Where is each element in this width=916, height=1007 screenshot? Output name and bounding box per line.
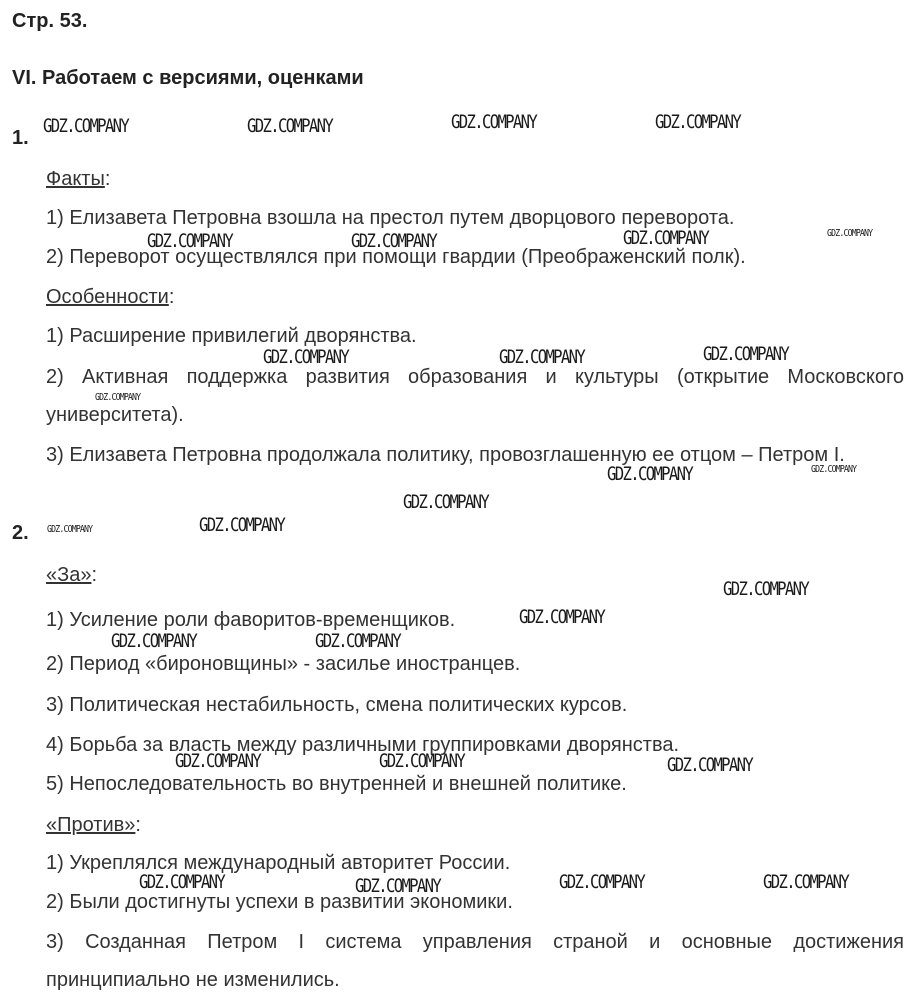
watermark: GDZ.COMPANY (111, 630, 197, 652)
pro-heading (46, 563, 97, 587)
watermark: GDZ.COMPANY (175, 750, 261, 772)
watermark: GDZ.COMPANY (95, 392, 141, 403)
feature-item: 3) Елизавета Петровна продолжала политику, провозглашенную ее отцом – Петром I. (46, 444, 845, 466)
watermark: GDZ.COMPANY (499, 346, 585, 368)
pro-label: «За» (46, 564, 92, 586)
contra-item: 3) Созданная Петром I система управления страной и основные достижения принципиально не изменились. (46, 931, 904, 991)
pro-colon: : (91, 564, 98, 586)
watermark: GDZ.COMPANY (703, 343, 789, 365)
contra-item: 2) Были достигнуты успехи в развитии экономики. (46, 891, 513, 913)
watermark: GDZ.COMPANY (263, 346, 349, 368)
watermark: GDZ.COMPANY (607, 463, 693, 485)
features-colon: : (168, 286, 175, 308)
watermark: GDZ.COMPANY (139, 871, 225, 893)
feature-item: 1) Расширение привилегий дворянства. (46, 325, 417, 347)
pro-item: 2) Период «бироновщины» - засилье иностранцев. (46, 653, 521, 675)
watermark: GDZ.COMPANY (351, 230, 437, 252)
watermark: GDZ.COMPANY (559, 871, 645, 893)
features-label: Особенности (46, 286, 169, 308)
task-number-2: 2. (12, 522, 29, 544)
watermark: GDZ.COMPANY (147, 230, 233, 252)
watermark: GDZ.COMPANY (623, 227, 709, 249)
watermark: GDZ.COMPANY (315, 630, 401, 652)
pro-item: 3) Политическая нестабильность, смена политических курсов. (46, 694, 628, 716)
facts-colon: : (104, 168, 111, 190)
watermark: GDZ.COMPANY (667, 754, 753, 776)
watermark: GDZ.COMPANY (247, 115, 333, 137)
contra-heading (46, 813, 141, 837)
watermark: GDZ.COMPANY (199, 514, 285, 536)
fact-item: 2) Переворот осуществлялся при помощи гвардии (Преображенский полк). (46, 246, 746, 268)
watermark: GDZ.COMPANY (403, 491, 489, 513)
watermark: GDZ.COMPANY (763, 871, 849, 893)
contra-item: 1) Укреплялся международный авторитет России. (46, 852, 511, 874)
facts-heading (46, 167, 110, 191)
watermark: GDZ.COMPANY (519, 606, 605, 628)
watermark: GDZ.COMPANY (811, 464, 857, 475)
watermark: GDZ.COMPANY (655, 111, 741, 133)
watermark: GDZ.COMPANY (723, 578, 809, 600)
task-number-1: 1. (12, 127, 29, 149)
watermark: GDZ.COMPANY (43, 115, 129, 137)
contra-colon: : (135, 814, 141, 836)
section-title: VI. Работаем с версиями, оценками (12, 67, 364, 89)
fact-item: 1) Елизавета Петровна взошла на престол путем дворцового переворота. (46, 207, 735, 229)
facts-label: Факты (46, 168, 105, 190)
pro-item: 5) Непоследовательность во внутренней и внешней политике. (46, 773, 627, 795)
contra-label: «Против» (46, 814, 136, 836)
watermark: GDZ.COMPANY (827, 228, 873, 239)
watermark: GDZ.COMPANY (355, 875, 441, 897)
watermark: GDZ.COMPANY (47, 524, 93, 535)
features-heading (46, 285, 174, 309)
watermark: GDZ.COMPANY (379, 750, 465, 772)
pro-item: 4) Борьба за власть между различными группировками дворянства. (46, 734, 680, 756)
page-reference: Стр. 53. (12, 10, 88, 32)
feature-item: 2) Активная поддержка развития образования и культуры (открытие Московского университета). (46, 366, 904, 426)
pro-item: 1) Усиление роли фаворитов-временщиков. (46, 609, 456, 631)
watermark: GDZ.COMPANY (451, 111, 537, 133)
